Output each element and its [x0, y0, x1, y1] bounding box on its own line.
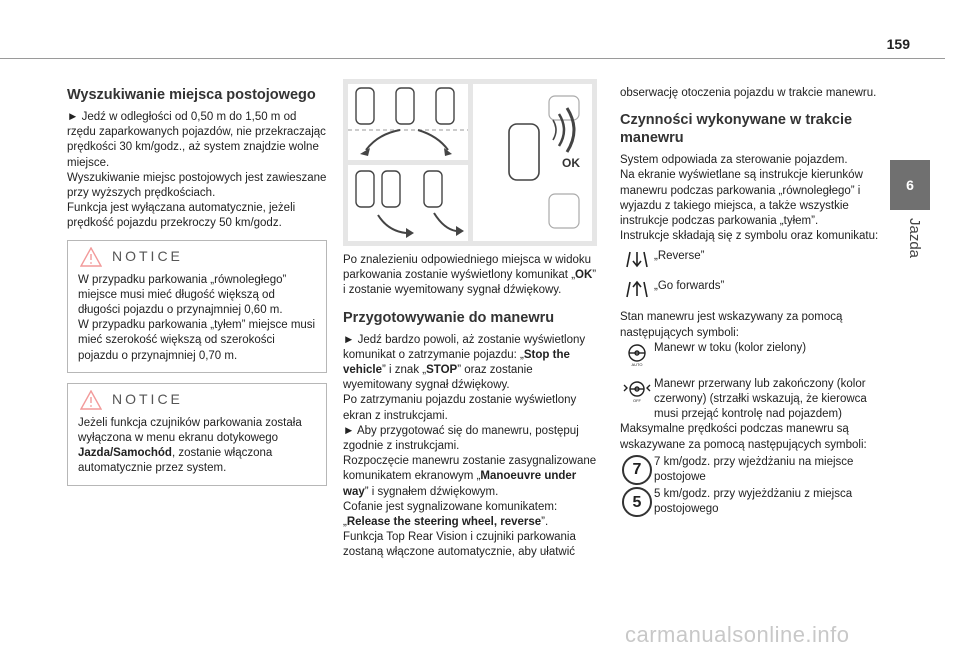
paragraph: Po zatrzymaniu pojazdu zostanie wyświetlony ekran z instrukcjami.: [343, 394, 577, 422]
symbol-label: „Reverse”: [654, 250, 705, 263]
symbol-label: Manewr w toku (kolor zielony): [654, 341, 807, 354]
paragraph: [343, 500, 601, 530]
paragraph: Stan manewru jest wskazywany za pomocą następujących symboli:: [620, 311, 843, 339]
paragraph: obserwację otoczenia pojazdu w trakcie manewru.: [620, 87, 877, 99]
text-fragment: ” i sygnałem dźwiękowym.: [364, 485, 499, 498]
chapter-label: Jazda: [906, 218, 923, 259]
speed-5-number: 5: [622, 487, 652, 517]
text-fragment: Jeżeli funkcja czujników parkowania została wyłączona w menu ekranu dotykowego: [78, 416, 302, 445]
section-heading-search: Wyszukiwanie miejsca postojowego: [67, 87, 316, 103]
text-fragment: ” i znak „: [382, 364, 427, 377]
notice-title: NOTICE: [112, 248, 183, 265]
forward-arrow-icon: [620, 276, 654, 302]
text-fragment: Cofanie jest sygnalizowane komunikatem: „: [343, 500, 558, 529]
column-2: [343, 253, 601, 561]
ok-label: OK: [562, 156, 580, 170]
notice-text: [68, 416, 326, 485]
notice-box: [67, 240, 327, 373]
speed-7-number: 7: [622, 455, 652, 485]
menu-path: Jazda/Samochód: [78, 447, 172, 460]
paragraph: Wyszukiwanie miejsc postojowych jest zawieszane przy wyższych prędkościach.: [67, 171, 327, 200]
warning-icon: [80, 390, 102, 410]
text-fragment: ► Jedź bardzo powoli, aż zostanie wyświetlony komunikat o zatrzymanie pojazdu: „: [343, 333, 586, 361]
parallel-parking-diagram: [348, 84, 468, 160]
header-rule: [0, 58, 945, 59]
paragraph: Funkcja Top Rear Vision i czujniki parkowania zostaną włączone automatycznie, aby ułatwić: [343, 531, 576, 559]
speed-7-icon: [620, 455, 654, 485]
text-fragment: , zostanie włączona automatycznie przez system.: [78, 447, 273, 475]
notice-header: [68, 241, 326, 273]
svg-text:AUTO: AUTO: [631, 361, 643, 367]
notice-title: NOTICE: [112, 391, 183, 408]
paragraph: System odpowiada za sterowanie pojazdem. Na ekranie wyświetlane są instrukcje kierunków manewru podczas parkowania „równoległego” i wyjazdu z takiego miejsca, a także wszystkie instrukcje podczas parkowania „tyłem”. Instrukcje składają się z symbolu oraz komunikatu:: [620, 154, 879, 243]
paragraph: [343, 253, 601, 299]
notice-box: [67, 383, 327, 486]
symbol-label: 5 km/godz. przy wyjeżdżaniu z miejsca postojowego: [654, 488, 853, 516]
symbol-row-green: [620, 341, 882, 367]
symbol-label: „Go forwards”: [654, 280, 725, 293]
stop-sign-label: STOP: [426, 364, 458, 377]
paragraph: Maksymalne prędkości podczas manewru są wskazywane za pomocą następujących symboli:: [620, 423, 867, 451]
text-fragment: ” i zostanie wyemitowany sygnał dźwiękowy.: [343, 269, 597, 297]
section-heading-prepare: Przygotowywanie do manewru: [343, 309, 555, 326]
exit-parking-diagram: [348, 165, 468, 241]
paragraph: ► Aby przygotować się do manewru, postępuj zgodnie z instrukcjami.: [343, 424, 579, 453]
ok-message: OK: [575, 269, 593, 282]
symbol-label: Manewr przerwany lub zakończony (kolor czerwony) (strzałki wskazują, że kierowca musi przejąć kontrolę nad pojazdem): [654, 377, 867, 421]
symbol-row-red: [620, 377, 882, 423]
notice-header: [68, 384, 326, 416]
symbol-row-forward: [620, 276, 882, 302]
column-1: [67, 86, 327, 486]
reverse-message: Release the steering wheel, reverse: [346, 516, 542, 529]
text-fragment: ” oraz zostanie wyemitowany sygnał dźwiękowy.: [343, 364, 533, 392]
symbol-label: 7 km/godz. przy wjeżdżaniu na miejsce postojowe: [654, 455, 854, 484]
page-number: 159: [886, 36, 910, 52]
steering-wheel-auto-icon: [620, 341, 654, 367]
watermark: carmanualsonline.info: [625, 622, 850, 647]
text-fragment: Po znalezieniu odpowiedniego miejsca w widoku parkowania zostanie wyświetlony komunikat „: [343, 254, 592, 282]
speed-5-icon: [620, 487, 654, 517]
text-fragment: ”.: [541, 516, 549, 529]
svg-text:OFF: OFF: [633, 397, 641, 403]
section-heading-during: Czynności wykonywane w trakcie manewru: [620, 112, 853, 147]
paragraph: [343, 333, 601, 394]
paragraph: [343, 454, 601, 500]
symbol-row-speed-5: [620, 487, 882, 517]
panel-parallel-exit: [348, 165, 468, 241]
symbol-row-reverse: [620, 246, 882, 272]
parking-illustration: [343, 79, 597, 246]
chapter-tab[interactable]: 6: [890, 160, 930, 210]
steering-wheel-off-icon: [620, 377, 654, 403]
panel-ok-view: [473, 84, 592, 241]
warning-icon: [80, 247, 102, 267]
reverse-arrow-icon: [620, 246, 654, 272]
paragraph: ► Jedź w odległości od 0,50 m do 1,50 m od rzędu zaparkowanych pojazdów, nie przekraczając prędkości 30 km/godz., aż system znajdzie wolne miejsce.: [67, 111, 326, 169]
notice-text: W przypadku parkowania „równoległego” miejsce musi mieć długość większą od długości pojazdu o przynajmniej 0,60 m. W przypadku parkowania „tyłem” miejsce musi mieć szerokość większą od szerokości pojazdu o przynajmniej 0,70 m.: [78, 273, 316, 362]
column-3: [620, 86, 882, 518]
text-fragment: Rozpoczęcie manewru zostanie zasygnalizowane komunikatem ekranowym „: [343, 455, 597, 483]
panel-parallel-left: [348, 84, 468, 160]
stop-vehicle-message: Stop the vehicle: [343, 348, 570, 377]
manoeuvre-message: Manoeuvre under way: [343, 470, 577, 498]
paragraph: Funkcja jest wyłączana automatycznie, jeżeli prędkość pojazdu przekroczy 50 km/godz.: [67, 202, 296, 230]
symbol-row-speed-7: [620, 455, 882, 485]
